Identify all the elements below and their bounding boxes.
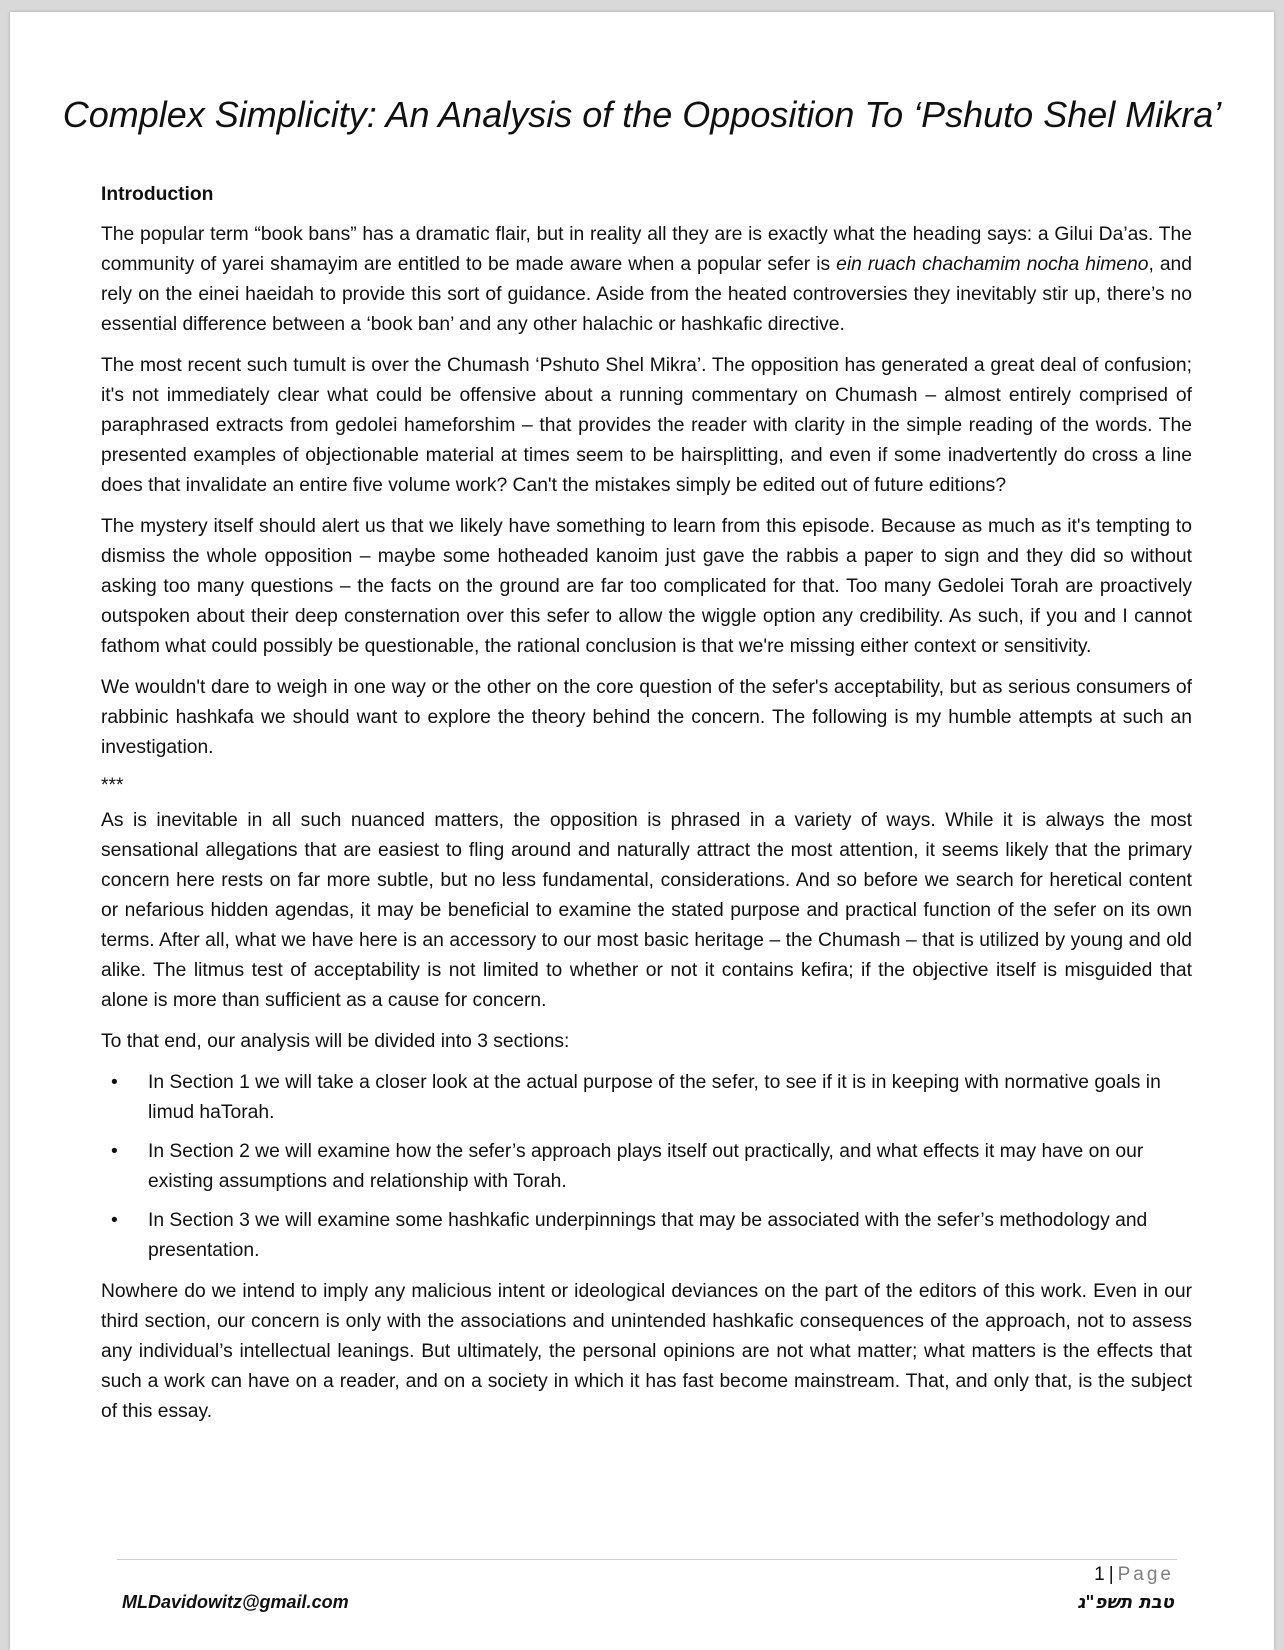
paragraph-6: To that end, our analysis will be divided into 3 sections:	[101, 1031, 570, 1052]
list-item	[101, 1068, 1192, 1128]
document-title: Complex Simplicity: An Analysis of the Opposition To ‘Pshuto Shel Mikra’	[62, 94, 1222, 135]
paragraph-3: The mystery itself should alert us that we likely have something to learn from this episode. Because as much as it's tempting to dismiss the whole opposition – maybe some hotheaded kanoim just gave the rabbis a paper to sign and they did so without asking too many questions – the facts on the ground are far too complicated for that. Too many Gedolei Torah are proactively outspoken about their deep consternation over this sefer to allow the wiggle option any credibility. As such, if you and I cannot fathom what could possibly be questionable, the rational conclusion is that we're missing either context or sensitivity.	[101, 516, 1192, 657]
page-number	[1094, 1564, 1174, 1586]
paragraph-4: We wouldn't dare to weigh in one way or the other on the core question of the sefer's acceptability, but as serious consumers of rabbinic hashkafa we should want to explore the theory behind the concern. The following is my humble attempts at such an investigation.	[101, 677, 1192, 758]
list-item	[101, 1206, 1192, 1266]
list-item	[101, 1137, 1192, 1197]
paragraph-1-text-a: The popular term “book bans” has a dramatic flair, but in reality all they are is exactly what the heading says: a Gilui Da’as. The community of yarei shamayim are entitled to be made aware when a popular sefer is	[101, 224, 1192, 275]
document-page	[10, 12, 1274, 1650]
page-word: Page	[1117, 1564, 1174, 1585]
paragraph-7: Nowhere do we intend to imply any malicious intent or ideological deviances on the part of the editors of this work. Even in our third section, our concern is only with the associations and unintended hashkafic consequences of the approach, not to assess any individual’s intellectual leanings. But ultimately, the personal opinions are not what matter; what matters is the effects that such a work can have on a reader, and on a society in which it has fast become mainstream. That, and only that, is the subject of this essay.	[101, 1281, 1192, 1422]
paragraph-1	[101, 220, 1192, 340]
bullet-icon: •	[111, 1141, 118, 1162]
paragraph-2: The most recent such tumult is over the Chumash ‘Pshuto Shel Mikra’. The opposition has generated a great deal of confusion; it's not immediately clear what could be offensive about a running commentary on Chumash – almost entirely comprised of paraphrased extracts from gedolei hameforshim – that provides the reader with clarity in the simple reading of the words. The presented examples of objectionable material at times seem to be hairsplitting, and even if some inadvertently do cross a line does that invalidate an entire five volume work? Can't the mistakes simply be edited out of future editions?	[101, 355, 1192, 496]
sections-list	[101, 1068, 1192, 1266]
page-number-separator: |	[1108, 1564, 1114, 1585]
section-heading: Introduction	[101, 184, 214, 205]
hebrew-date: טבת תשפ"ג	[1077, 1592, 1174, 1613]
paragraph-1-italic: ein ruach chachamim nocha himeno	[836, 254, 1149, 275]
paragraph-1-text-b: , and rely on the einei haeidah to provide this sort of guidance. Aside from the heated controversies they inevitably stir up, there’s no essential difference between a ‘book ban’ and any other halachic or hashkafic directive.	[101, 254, 1192, 335]
footer-divider	[117, 1559, 1177, 1560]
list-item-text: In Section 1 we will take a closer look at the actual purpose of the sefer, to see if it is in keeping with normative goals in limud haTorah.	[148, 1072, 1161, 1123]
paragraph-5: As is inevitable in all such nuanced matters, the opposition is phrased in a variety of ways. While it is always the most sensational allegations that are easiest to fling around and naturally attract the most attention, it seems likely that the primary concern here rests on far more subtle, but no less fundamental, considerations. And so before we search for heretical content or nefarious hidden agendas, it may be beneficial to examine the stated purpose and practical function of the sefer on its own terms. After all, what we have here is an accessory to our most basic heritage – the Chumash – that is utilized by young and old alike. The litmus test of acceptability is not limited to whether or not it contains kefira; if the objective itself is misguided that alone is more than sufficient as a cause for concern.	[101, 810, 1192, 1011]
bullet-icon: •	[111, 1210, 118, 1231]
list-item-text: In Section 3 we will examine some hashkafic underpinnings that may be associated with the sefer’s methodology and presentation.	[148, 1210, 1148, 1261]
author-email: MLDavidowitz@gmail.com	[122, 1592, 349, 1612]
document-body	[101, 180, 1192, 1438]
section-separator: ***	[101, 775, 124, 796]
bullet-icon: •	[111, 1072, 118, 1093]
page-number-value: 1	[1094, 1564, 1105, 1585]
list-item-text: In Section 2 we will examine how the sefer’s approach plays itself out practically, and what effects it may have on our existing assumptions and relationship with Torah.	[148, 1141, 1144, 1192]
